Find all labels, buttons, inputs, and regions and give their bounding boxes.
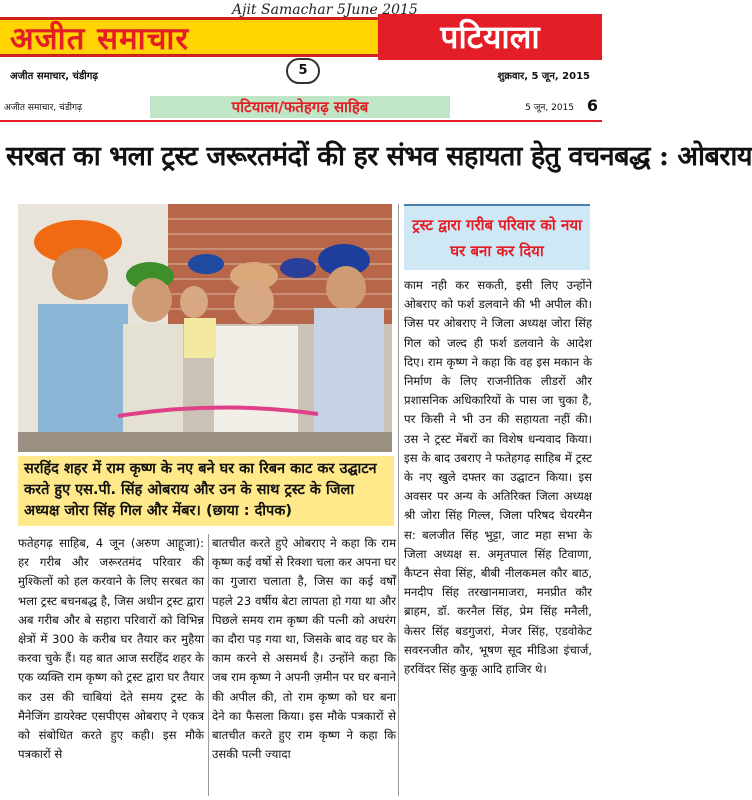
- column-divider: [398, 204, 399, 796]
- ribbon-cutting-photo: [18, 204, 392, 452]
- publisher-line: अजीत समाचार, चंडीगढ़: [10, 71, 99, 82]
- article-paragraph: बातचीत करते हुऐ ओबराए ने कहा कि राम कृष्ण कई वर्षो से रिक्शा चला कर अपना घर का गुजारा चलाता है, जिस का कई वर्षों पहले 23 वर्षीय बेटा लापता हो गया था और पिछले समय राम कृष्ण की पत्नी को अधरंग का दौरा पड़ गया था, जिसके बाद वह घर के काम करने से असमर्थ है। उन्होंने कहा कि जब राम कृष्ण ने अपनी ज़मीन पर घर बनाने की अपील की, तो राम कृष्ण को घर बना देने का फैसला किया। इस मौके पत्रकारों से बातचीत करते हुए राम कृष्ण ने कहा कि उसकी पत्नी ज्यादा: [212, 536, 396, 762]
- article-paragraph: काम नही कर सकती, इसी लिए उन्होंने ओबराए को फर्श डलवाने की भी अपील की। जिस पर ओबराए ने जिला अध्यक्ष जोरा सिंह गिल को जल्द ही फर्श डलवाने के आदेश दिए। राम कृष्ण ने कहा कि वह इस मकान के निर्माण के लिए राजनीतिक लीडरों और प्रशासनिक अधिकारियों के पास जा चुका है, पर किसी ने भी उन की सहायता नहीं की। उस ने ट्रस्ट मेंबरों का विशेष धन्यवाद किया। इस के बाद उबराए ने फतेहगढ़ साहिब में ट्रस्ट के नए खुले दफ्तर का उद्घाटन किया। इस अवसर पर अन्य के अतिरिक्त जिला अध्यक्ष श्री जोरा सिंह गिल्ल, जिला परिषद चेयरमैन स: बलजीत सिंह भुट्टा, जाट महा सभा के जिला अध्यक्ष स. अमृतपाल सिंह टिवाणा, कैप्टन सेवा सिंह, बीबी नीलकमल कौर बाठ, मनदीप सिंह तरखानमाजरा, मनप्रीत कौर ब्राहम, डॉ. करनैल सिंह, प्रेम सिंह मनैली, केसर सिंह बडगुजरां, मेजर सिंह, एडवोकेट सवरनजीत कौर, भूषण सूद मीडिआ इंचार्ज, हरविंदर सिंह कुकू आदि हाजिर थे।: [404, 278, 592, 677]
- issue-date: शुक्रवार, 5 जून, 2015: [497, 71, 590, 82]
- article-headline: सरबत का भला ट्रस्ट जरूरतमंदों की हर संभव सहायता हेतु वचनबद्ध : ओबराय: [6, 141, 752, 172]
- article-photo: [18, 204, 392, 452]
- masthead: [0, 0, 602, 88]
- article-column-1: [18, 534, 204, 798]
- section-header: [0, 96, 602, 118]
- side-heading: ट्रस्ट द्वारा गरीब परिवार को नया घर बना कर दिया: [404, 204, 590, 270]
- photo-caption: सरहिंद शहर में राम कृष्ण के नए बने घर का रिबन काट कर उद्घाटन करते हुए एस.पी. सिंह ओबराय और उन के साथ ट्रस्ट के जिला अध्यक्ष जोरा सिंह गिल और मेंबर। (छाया : दीपक): [18, 456, 394, 526]
- edition-city: पटियाला: [378, 14, 602, 60]
- section-divider: [0, 120, 602, 122]
- section-date: 5 जून, 2015: [525, 103, 574, 113]
- section-publisher: अजीत समाचार, चंडीगढ़: [4, 103, 83, 113]
- column-divider: [208, 534, 209, 796]
- section-page-number: 6: [586, 96, 598, 115]
- source-watermark: Ajit Samachar 5June 2015: [232, 2, 418, 18]
- newspaper-name: अजीत समाचार: [10, 21, 190, 57]
- article-paragraph: फतेहगढ़ साहिब, 4 जून (अरुण आहूजा): हर गरीब और जरूरतमंद परिवार की मुश्किलों को हल करवाने के लिए सरबत का भला ट्रस्ट बचनबद्ध है, जिस अधीन ट्रस्ट द्वारा अब गरीब और बे सहारा परिवारों को विभिन्न क्षेत्रों में 300 के करीब घर तैयार कर मुहैया करवा चुके हैं। यह बात आज सरहिंद शहर के एक व्यक्ति राम कृष्ण को ट्रस्ट द्वारा घर तैयार कर उस की चाबियां देते समय ट्रस्ट के मैनेजिंग डायरेक्ट एसपीएस ओबराए ने एकत्र को संबोधित करते हुए कही। इस मौके पत्रकारों से: [18, 536, 204, 762]
- article-column-2: [212, 534, 396, 798]
- page-number-badge: 5: [286, 58, 320, 84]
- article-column-right: [404, 276, 592, 796]
- section-title: पटियाला/फतेहगढ़ साहिब: [150, 96, 450, 118]
